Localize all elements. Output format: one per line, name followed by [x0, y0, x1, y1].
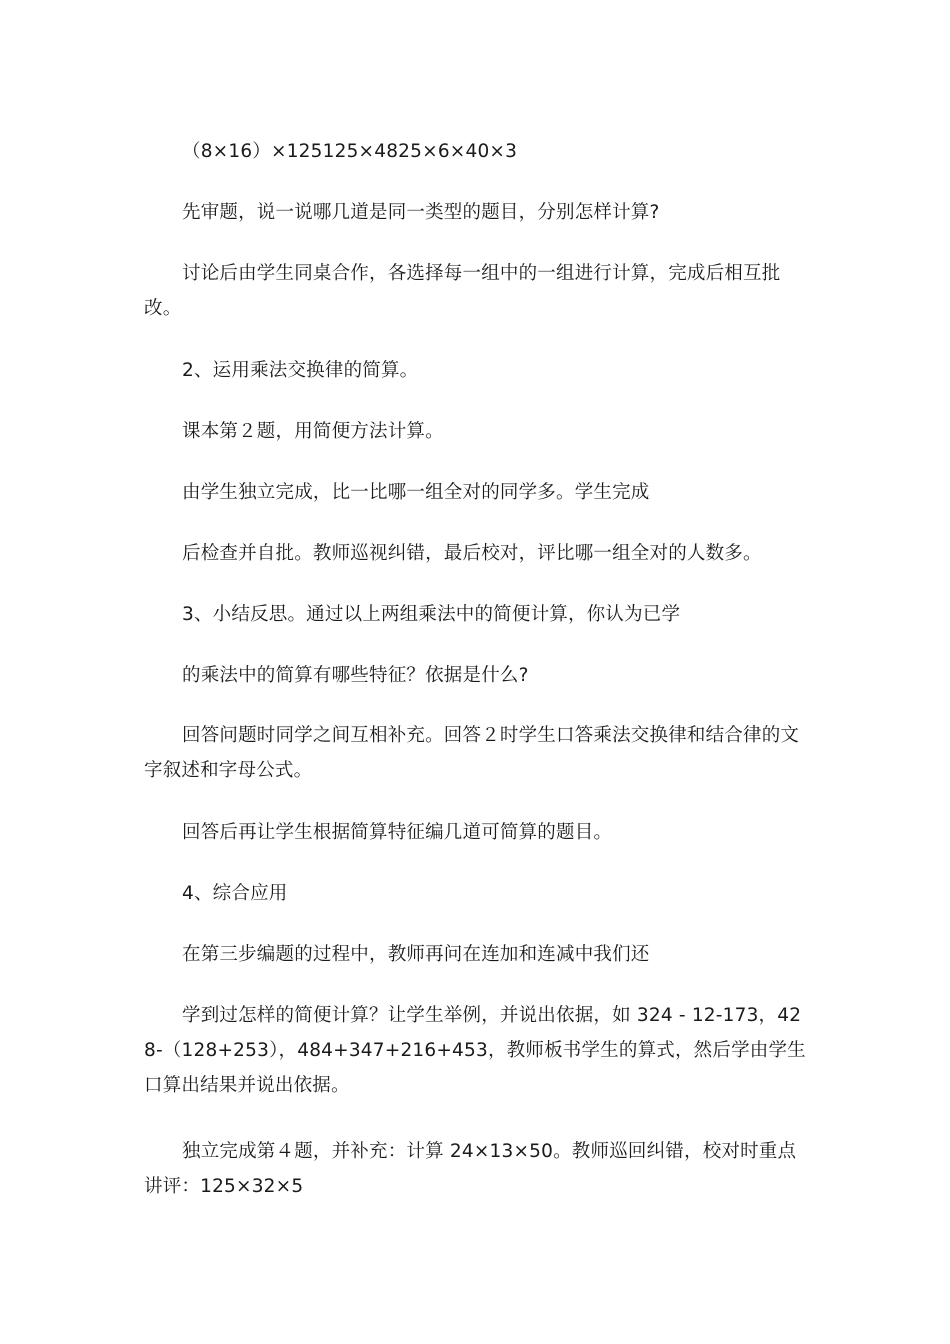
paragraph-features-question: 的乘法中的简算有哪些特征？依据是什么? [182, 665, 529, 686]
paragraph-exercise-4: 独立完成第４题，并补充：计算 24×13×50。教师巡回纠错，校对时重点讲评：125×32×5 [144, 1141, 797, 1197]
paragraph-independent-work: 由学生独立完成，比一比哪一组全对的同学多。学生完成 [182, 482, 650, 503]
paragraph-self-check: 后检查并自批。教师巡视纠错，最后校对，评比哪一组全对的人数多。 [182, 543, 762, 564]
paragraph-section-3-heading: 3、小结反思。通过以上两组乘法中的简便计算，你认为已学 [182, 604, 681, 625]
paragraph-discussion: 讨论后由学生同桌合作，各选择每一组中的一组进行计算，完成后相互批改。 [144, 263, 781, 319]
paragraph-create-problems: 回答后再让学生根据简算特征编几道可简算的题目。 [182, 822, 613, 843]
paragraph-textbook-exercise: 课本第２题，用简便方法计算。 [182, 421, 444, 442]
paragraph-teacher-question: 在第三步编题的过程中，教师再问在连加和连减中我们还 [182, 944, 650, 965]
paragraph-review-question: 先审题，说一说哪几道是同一类型的题目，分别怎样计算? [182, 202, 660, 223]
paragraph-answer-supplement: 回答问题时同学之间互相补充。回答２时学生口答乘法交换律和结合律的文字叙述和字母公式。 [144, 725, 800, 781]
paragraph-examples: 学到过怎样的简便计算？让学生举例，并说出依据，如 324 - 12-173，428-（128+253），484+347+216+453，教师板书学生的算式，然后学由学生口算出结果并说出依据。 [144, 1005, 806, 1096]
paragraph-section-4-heading: 4、综合应用 [182, 883, 288, 904]
paragraph-expression: （8×16）×125125×4825×6×40×3 [182, 141, 518, 162]
paragraph-section-2-heading: 2、运用乘法交换律的简算。 [182, 360, 419, 381]
